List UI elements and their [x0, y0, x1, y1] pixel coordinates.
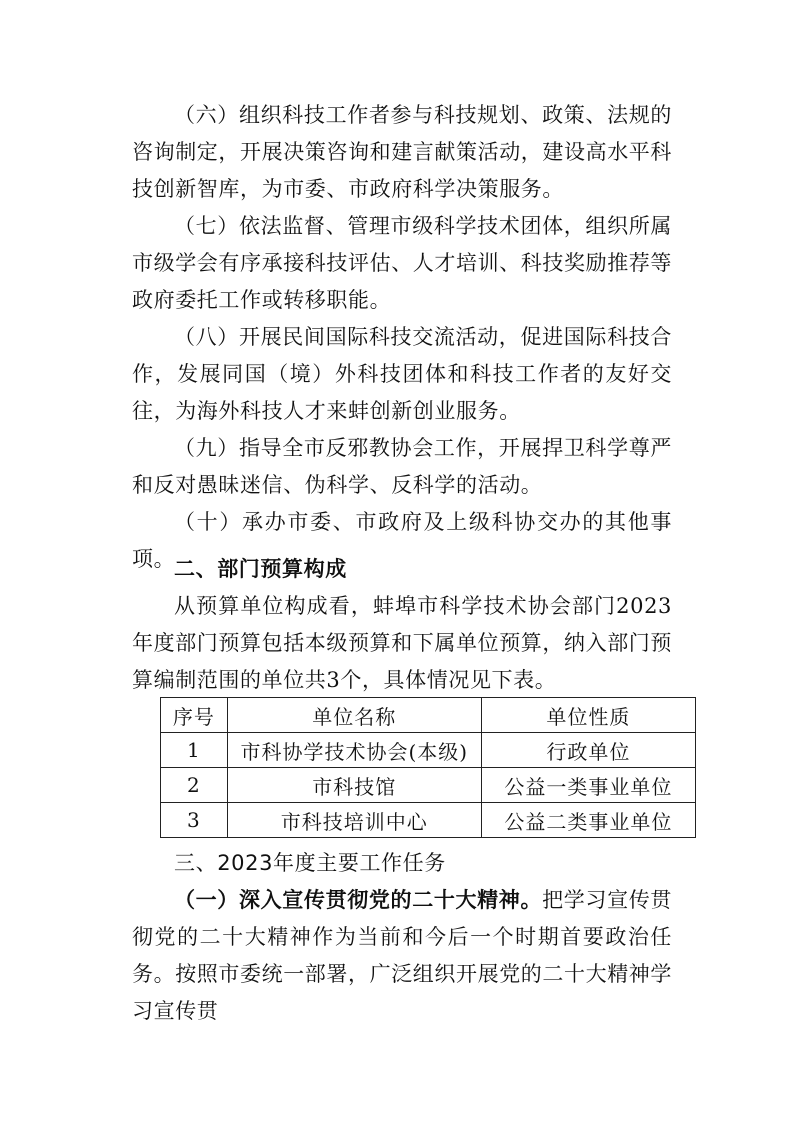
table-row [161, 733, 696, 768]
cell-index: 3 [161, 803, 228, 838]
paragraph-nine: （九）指导全市反邪教协会工作，开展捍卫科学尊严和反对愚昧迷信、伪科学、反科学的活动。 [132, 436, 672, 497]
paragraph-ten: （十）承办市委、市政府及上级科协交办的其他事项。 [132, 510, 672, 571]
cell-unit-type: 公益二类事业单位 [481, 803, 695, 838]
section-two-paragraph: 从预算单位构成看，蚌埠市科学技术协会部门2023年度部门预算包括本级预算和下属单位预算，纳入部门预算编制范围的单位共3个，具体情况见下表。 [132, 594, 672, 692]
table-header-row [161, 698, 696, 733]
task-one-text: 把学习宣传贯彻党的二十大精神作为当前和今后一个时期首要政治任务。按照市委统一部署，广泛组织开展党的二十大精神学习宣传贯 [132, 888, 672, 1023]
units-table [160, 697, 696, 838]
header-unit-type: 单位性质 [481, 698, 695, 733]
header-index: 序号 [161, 698, 228, 733]
cell-unit-name: 市科技培训中心 [227, 803, 481, 838]
paragraph-eight: （八）开展民间国际科技交流活动，促进国际科技合作，发展同国（境）外科技团体和科技工作者的友好交往，为海外科技人才来蚌创新创业服务。 [132, 325, 672, 423]
table-row [161, 803, 696, 838]
cell-unit-name: 市科技馆 [227, 768, 481, 803]
cell-unit-type: 公益一类事业单位 [481, 768, 695, 803]
section-two-title: 二、部门预算构成 [174, 557, 347, 581]
cell-index: 1 [161, 733, 228, 768]
task-one-lead: （一）深入宣传贯彻党的二十大精神。 [174, 888, 543, 912]
paragraph-seven: （七）依法监督、管理市级科学技术团体，组织所属市级学会有序承接科技评估、人才培训、科技奖励推荐等政府委托工作或转移职能。 [132, 214, 672, 312]
task-one-paragraph [132, 882, 672, 1030]
paragraph-six: （六）组织科技工作者参与科技规划、政策、法规的咨询制定，开展决策咨询和建言献策活动，建设高水平科技创新智库，为市委、市政府科学决策服务。 [132, 103, 672, 201]
cell-unit-name: 市科协学技术协会(本级) [227, 733, 481, 768]
section-three-body [132, 882, 672, 1030]
duties-list [132, 97, 672, 578]
cell-unit-type: 行政单位 [481, 733, 695, 768]
header-unit-name: 单位名称 [227, 698, 481, 733]
cell-index: 2 [161, 768, 228, 803]
section-three-title: 三、2023年度主要工作任务 [174, 851, 446, 875]
table-row [161, 768, 696, 803]
section-two-body [132, 588, 672, 699]
